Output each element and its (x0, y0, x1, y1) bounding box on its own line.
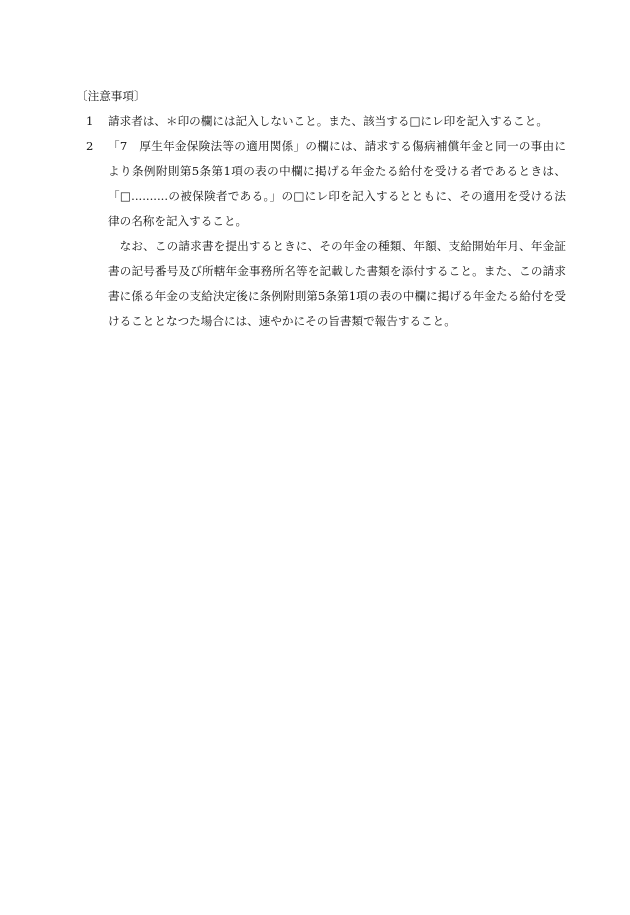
note-number-1: 1 (86, 114, 94, 128)
note-text-2 (92, 134, 566, 334)
note-item-2 (76, 134, 566, 334)
notes-heading: 〔注意事項〕 (76, 89, 146, 103)
note-text-1-body: 請求者は、＊印の欄には記入しないこと。また、該当する□にレ印を記入すること。 (108, 114, 548, 128)
notes-section (76, 84, 566, 334)
note-text-2-part2: の被保険者である。」の□にレ印を記入するとともに、その適用を受ける法律の名称を記入すること。 (108, 189, 566, 228)
note-number-2: 2 (86, 139, 94, 153)
note-text-2-part1: 「7 厚生年金保険法等の適用関係」の欄には、請求する傷病補償年金と同一の事由により条例附則第5条第1項の表の中欄に掲げる年金たる給付を受ける者であるときは、「□ (108, 139, 566, 203)
note-text-1 (92, 109, 566, 134)
note-text-2-dots: .......... (131, 189, 169, 203)
note-text-2-paragraph2: なお、この請求書を提出するときに、その年金の種類、年額、支給開始年月、年金証書の記号番号及び所轄年金事務所名等を記載した書類を添付すること。また、この請求書に係る年金の支給決定後に条例附則第5条第1項の表の中欄に掲げる年金たる給付を受けることとなつた場合には、速やかにその旨書類で報告すること。 (108, 239, 566, 328)
note-text-2-body (108, 134, 566, 234)
note-item-1 (76, 109, 566, 134)
